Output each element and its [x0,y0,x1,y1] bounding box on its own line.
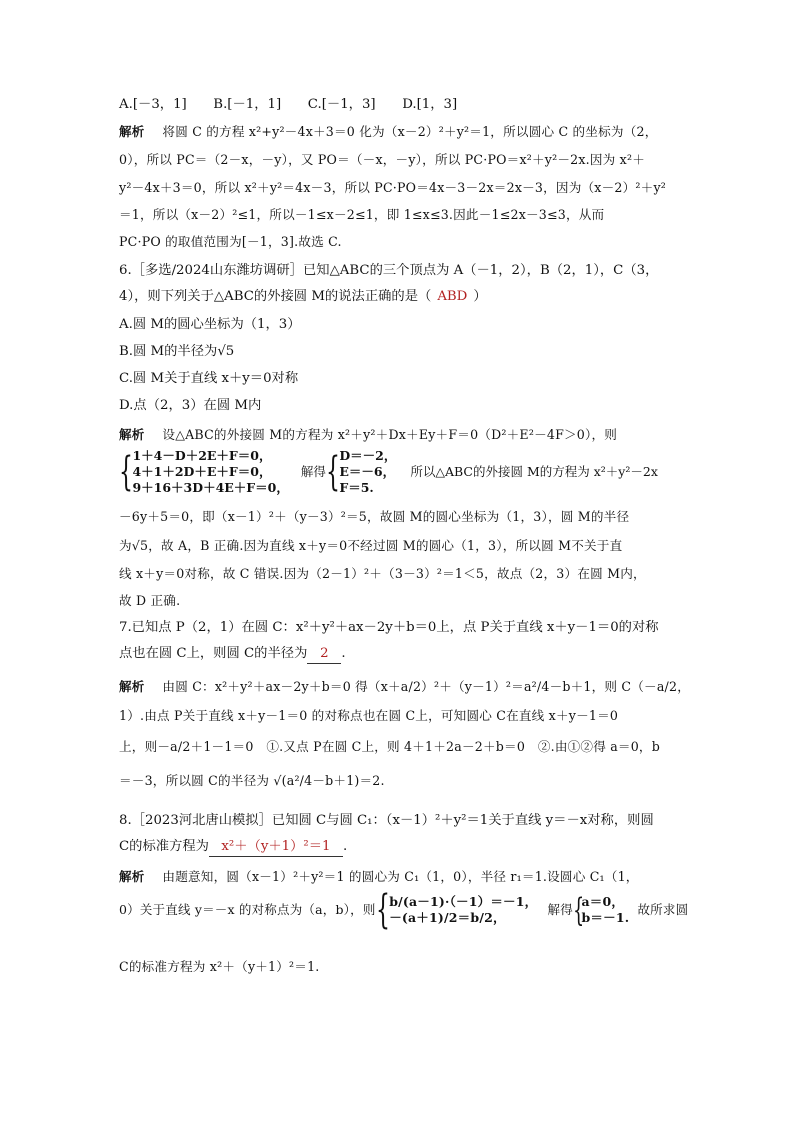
q6-equation-system [119,448,658,496]
q7-stem-line1: 7.已知点 P（2，1）在圆 C：x²＋y²＋ax－2y＋b＝0上，点 P关于直线 x＋y－1＝0的对称 [119,620,659,635]
solution-row: F＝5. [339,480,374,495]
q8-solution-line [119,868,639,886]
q5-solution-line [119,123,658,141]
q6-option-d: D.点（2，3）在圆 M内 [119,398,262,413]
system-solution [339,448,396,496]
solution-text: 设△ABC的外接圆 M的方程为 x²＋y²＋Dx＋Ey＋F＝0（D²＋E²－4F＞0），则 [162,427,618,442]
q6-stem-line2 [119,288,487,306]
q8-answer: x²＋（y＋1）²＝1 [209,838,343,857]
system-tail: 故所求圆 [637,902,689,917]
solution-text: 将圆 C 的方程 x²+y²－4x＋3＝0 化为（x－2）²＋y²＝1，所以圆心 C 的坐标为（2， [162,124,658,139]
q6-answer: ABD [437,289,468,304]
solve-word: 解得 [547,902,573,917]
system-equations [389,894,537,926]
solution-row: a＝0， [581,894,625,909]
q6-stem-text: 4），则下列关于△ABC的外接圆 M的说法正确的是（ [119,289,432,304]
q7-solution-line: ＝－3，所以圆 C的半径为 √(a²/4－b＋1)＝2. [119,773,385,788]
q6-solution-line: 故 D 正确. [119,593,181,608]
q6-option-a: A.圆 M的圆心坐标为（1，3） [119,317,301,332]
q5-solution-line: ＝1，所以（x－2）²≤1，所以－1≤x－2≤1，即 1≤x≤3.因此－1≤2x－3≤3，从而 [119,207,605,222]
left-brace: { [375,887,390,933]
q5-solution-line: PC·PO 的取值范围为[－1，3].故选 C. [119,234,342,249]
solution-tag: 解析 [119,427,145,442]
solution-tag: 解析 [119,679,145,694]
system-intro: 0）关于直线 y＝－x 的对称点为（a，b），则 [119,902,376,917]
q7-stem-line2 [119,645,346,664]
q7-solution-line: 1）.由点 P关于直线 x＋y－1＝0 的对称点也在圆 C上，可知圆心 C在直线 x＋y－1＝0 [119,708,619,723]
equation-row: b/(a－1)·（－1）＝－1， [389,894,538,909]
solve-word: 解得 [300,464,326,479]
solution-row: D＝－2， [339,448,397,463]
left-brace: { [325,449,340,495]
q6-stem-close: ） [473,289,487,304]
q7-stem-text: 点也在圆 C上，则圆 C的半径为 [119,646,308,661]
left-brace: { [119,449,133,495]
q7-answer: 2 [307,645,341,664]
equation-row: 1＋4－D＋2E＋F＝0， [132,448,272,463]
q7-stem-close: . [341,646,346,661]
equation-row: 9＋16＋3D＋4E＋F＝0， [132,480,289,495]
solution-row: b＝－1. [581,910,630,925]
q6-option-b: B.圆 M的半径为√5 [119,344,235,359]
left-brace: { [572,891,585,929]
q6-option-c: C.圆 M关于直线 x＋y＝0对称 [119,371,299,386]
q8-stem-text: C的标准方程为 [119,839,209,854]
q5-solution-line: 0），所以 PC＝（2－x，－y），又 PO＝（－x，－y），所以 PC·PO＝x²＋y²－2x.因为 x²＋ [119,152,646,167]
q5-options: A.[－3，1] B.[－1，1] C.[－1，3] D.[1，3] [119,97,458,112]
solution-tag: 解析 [119,869,145,884]
q8-stem-line2 [119,838,347,857]
q5-solution-line: y²－4x＋3＝0，所以 x²＋y²＝4x－3，所以 PC·PO＝4x－3－2x＝2x－3，因为（x－2）²＋y² [119,180,667,195]
solution-row: E＝－6， [339,464,396,479]
q6-solution-line [119,426,617,444]
q7-solution-line: 上，则－a/2＋1－1＝0 ①.又点 P在圆 C上，则 4＋1＋2a－2＋b＝0 ②.由①②得 a＝0，b [119,739,660,754]
system-equations [132,448,288,496]
q8-stem-close: . [342,839,348,854]
equation-row: －(a＋1)/2＝b/2， [389,910,506,925]
q8-solution-line: C的标准方程为 x²＋（y＋1）²＝1. [119,959,320,974]
q8-stem-line1: 8.［2023河北唐山模拟］已知圆 C与圆 C₁：（x－1）²＋y²＝1关于直线 y＝－x对称，则圆 [119,813,654,828]
q6-solution-line: 线 x＋y＝0对称，故 C 错误.因为（2－1）²＋（3－3）²＝1＜5，故点（2，3）在圆 M内， [119,566,646,581]
q8-equation-system [119,887,689,933]
solution-tag: 解析 [119,124,145,139]
solution-text: 由题意知，圆（x－1）²＋y²＝1 的圆心为 C₁（1，0），半径 r₁＝1.设圆心 C₁（1， [162,869,639,884]
q6-solution-line: 为√5，故 A，B 正确.因为直线 x＋y＝0不经过圆 M的圆心（1，3），所以圆 M不关于直 [119,538,623,553]
system-tail: 所以△ABC的外接圆 M的方程为 x²＋y²－2x [410,464,658,479]
q6-stem-line1: 6.［多选/2024山东潍坊调研］已知△ABC的三个顶点为 A（－1，2），B（2，1），C（3， [119,263,659,278]
q6-solution-line: －6y＋5＝0，即（x－1）²＋（y－3）²＝5，故圆 M的圆心坐标为（1，3），圆 M的半径 [119,509,630,524]
system-solution [581,894,629,926]
equation-row: 4＋1＋2D＋E＋F＝0， [132,464,272,479]
solution-text: 由圆 C：x²＋y²＋ax－2y＋b＝0 得（x＋a/2）²＋（y－1）²＝a²/4－b＋1，则 C（－a/2， [162,679,691,694]
q7-solution-line [119,678,690,696]
